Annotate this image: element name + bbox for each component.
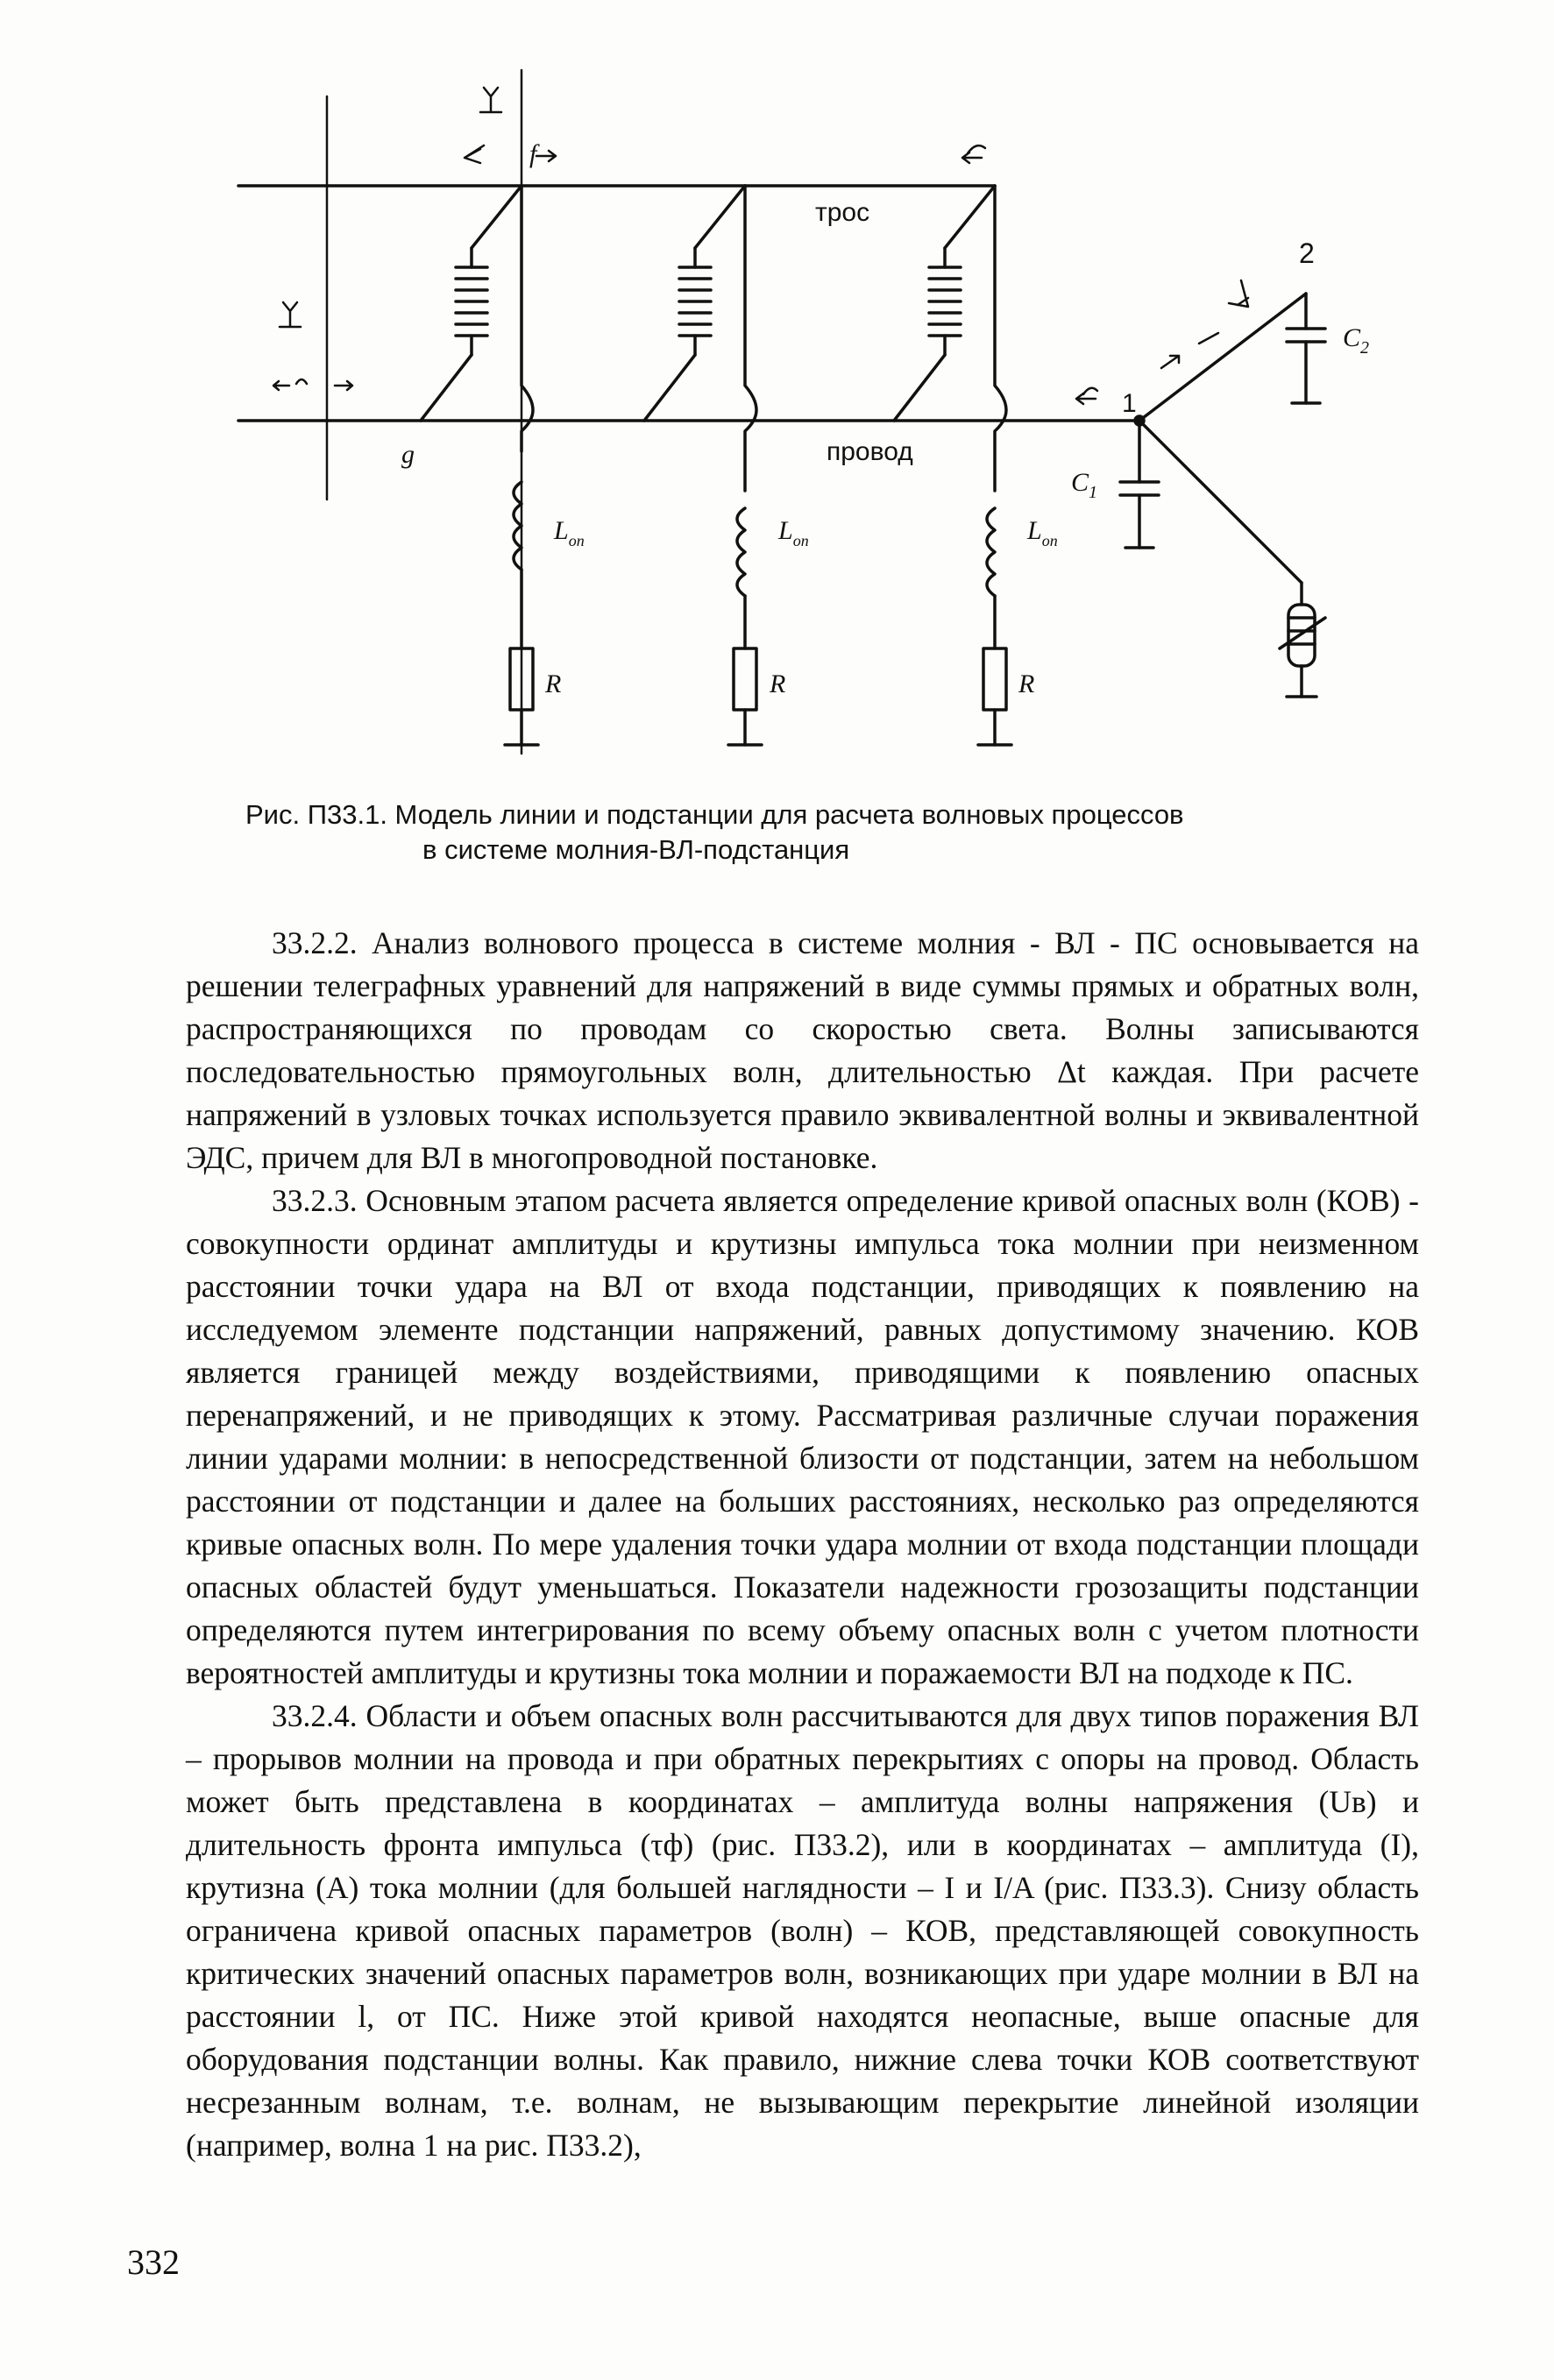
circuit-figure <box>0 0 1554 771</box>
inductor-2 <box>737 508 745 596</box>
branch-to-arrester <box>1139 421 1302 583</box>
label-l-3: $L_{оп}$ <box>1027 516 1058 549</box>
label-l-1: $L_{оп}$ <box>554 516 585 549</box>
wave-arrows <box>273 88 1248 404</box>
label-tros: трос <box>815 198 870 227</box>
figure-caption <box>245 797 1332 868</box>
paragraph-33-2-4: 33.2.4. Области и объем опасных волн рассчитываются для двух типов поражения ВЛ – прорывов молнии на провода и при обратных перекрытиях с опоры на провод. Область может быть представлена в координатах – амплитуда волны напряжения (Uв) и длительность фронта импульса (τф) (рис. П33.2), или в координатах – амплитуда (I), крутизна (A) тока молнии (для большей наглядности – I и I/A (рис. П33.3). Снизу область ограничена кривой опасных параметров (волн) – КОВ, представляющей совокупность критических значений опасных параметров волн, возникающих при ударе молнии в ВЛ на расстоянии l, от ПС. Ниже этой кривой находятся неопасные, выше опасные для оборудования подстанции волны. Как правило, нижние слева точки КОВ соответствуют несрезанным волнам, т.е. волнам, не вызывающим перекрытие линейной изоляции (например, волна 1 на рис. П33.2), <box>186 1698 1419 2163</box>
label-r-3: R <box>1018 669 1035 698</box>
page-number: 332 <box>127 2242 180 2282</box>
insulator-string-2 <box>644 186 745 421</box>
label-l-2: $L_{оп}$ <box>778 516 809 549</box>
label-r-1: R <box>545 669 562 698</box>
branch-to-node-2 <box>1139 294 1306 421</box>
label-provod: провод <box>827 437 913 466</box>
label-g: g <box>401 440 415 469</box>
label-f: f <box>529 139 537 168</box>
paragraph-33-2-2: 33.2.2. Анализ волнового процесса в системе молния - ВЛ - ПС основывается на решении телеграфных уравнений для напряжений в виде суммы прямых и обратных волн, распространяющихся по проводам со скоростью света. Волны записываются последовательностью прямоугольных волн, длительностью Δt каждая. При расчете напряжений в узловых точках используется правило эквивалентной волны и эквивалентной ЭДС, причем для ВЛ в многопроводной постановке. <box>186 925 1419 1175</box>
label-c2: $C_2$ <box>1343 323 1370 358</box>
insulator-string-3 <box>894 186 995 421</box>
tower-2-crossover <box>745 186 756 491</box>
resistor-3 <box>983 648 1006 710</box>
caption-line-1: Рис. П33.1. Модель линии и подстанции для расчета волновых процессов <box>245 799 1184 830</box>
inductor-1 <box>514 482 522 570</box>
caption-line-2: в системе молния-ВЛ-подстанция <box>422 834 850 865</box>
tower-1-crossover <box>522 186 533 451</box>
inductor-3 <box>987 508 995 596</box>
label-node-2: 2 <box>1299 237 1315 269</box>
label-c1: $C_1$ <box>1071 468 1098 502</box>
body-text <box>186 922 1419 2167</box>
label-node-1: 1 <box>1122 389 1137 418</box>
resistor-2 <box>734 648 756 710</box>
label-r-2: R <box>770 669 786 698</box>
paragraph-33-2-3: 33.2.3. Основным этапом расчета является определение кривой опасных волн (КОВ) - совокупности ординат амплитуды и крутизны импульса тока молнии при неизменном расстоянии точки удара на ВЛ от входа подстанции, приводящих к появлению на исследуемом элементе подстанции напряжений, равных допустимому значению. КОВ является границей между воздействиями, приводящими к появлению опасных перенапряжений, и не приводящих к этому. Рассматривая различные случаи поражения линии ударами молнии: в непосредственной близости от подстанции, затем на небольшом расстоянии от подстанции и далее на больших расстояниях, несколько раз определяются кривые опасных волн. По мере удаления точки удара молнии от входа подстанции площади опасных областей будут уменьшаться. Показатели надежности грозозащиты подстанции определяются путем интегрирования по всему объему опасных волн с учетом плотности вероятностей амплитуды и крутизны тока молнии и поражаемости ВЛ на подходе к ПС. <box>186 1183 1419 1690</box>
tower-3-crossover <box>995 186 1006 491</box>
insulator-string-1 <box>421 186 522 421</box>
